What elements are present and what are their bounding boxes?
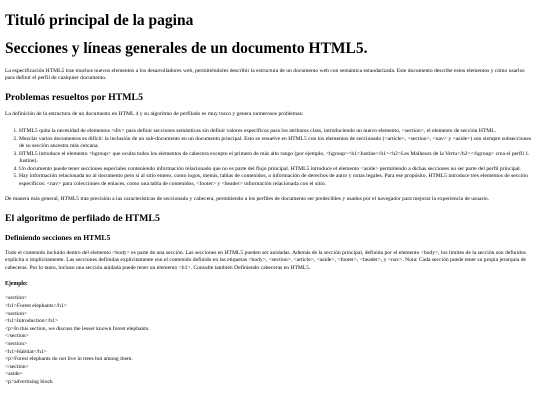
closing-paragraph: De manera más general, HTML5 trae precisión a las características de seccionado y cabecera, permitiendo a los perfiles de documento ser predecibles y usados por el navegador para mejorar la experiencia de usuario. [5,196,490,203]
subsection-heading-defining: Definiendo secciones en HTML5 [5,232,111,242]
code-line: </section> [5,333,29,340]
code-line: <section> [5,295,28,302]
code-line: <p>In this section, we discuss the lesser known forest elephants. [5,325,150,332]
section-lead-paragraph: La definición de la estructura de un documento en HTML 4 y su algoritmo de perfilado es muy tosco y genera numerosos problemas: [5,111,304,118]
document-title: Secciones y líneas generales de un documento HTML5. [5,39,368,57]
list-item: 3. HTML5 introduce el elemento <hgroup> que oculta todos los elementos de cabecera excepto el primero de más alto rango (por ejemplo, <hgroup><h1>Justine</h1><h2>Les Malheurs de la Vertu</h2></hgroup> crea el perfil 1. Justine). [19,151,535,166]
page-title: Tituló principal de la pagina [5,12,194,29]
code-line: <h1>Habitat</h1> [5,348,47,355]
code-line: <section> [5,341,28,347]
intro-paragraph: La especificación HTML5 trae muchos nuevos elementos a los desarrolladores web, permitiéndoles describir la estructura de un documento web con semántica estandarizada. Este documento describe estos elementos y cómo usarlos para definir el perfil de cualquier documento. [5,67,525,82]
example-label: Ejemplo: [5,281,28,288]
code-line: <h1>Forest elephants</h1> [5,303,67,310]
list-item: 4. Un documento puede tener secciones especiales conteniendo información relacionado que no es parte del flujo principal. HTML5 introduce el elemento <aside> permitiendo a dichas secciones no ser parte del perfil principal. [19,166,535,174]
list-item: 1. HTML5 quita la necesidad de elementos <div> para definir secciones semánticas sin definir valores específicos para los atributos class, introduciendo un nuevo elemento, <section>, el elemento de sección HTML. [19,128,535,136]
section-heading-problems: Problemas resueltos por HTML5 [5,91,143,103]
code-line: <section> [5,310,28,317]
code-example [5,295,535,386]
section-heading-algorithm: El algoritmo de perfilado de HTML5 [5,212,160,224]
code-line: <p>Forest elephants do not live in trees but among them. [5,356,133,363]
list-item: 2. Mezclar varios documentos es difícil: la inclusión de un sub-documento en un documento principal. Esto se resuelve en HTML5 con los elementos de seccionado (<article>, <section>, <nav> y <aside>) son siempre subsecciones de su sección ancestra más cercana. [19,136,535,151]
defining-paragraph: Todo el contenido incluido dentro del elemento <body> es parte de una sección. Las secciones en HTML5 pueden ser anidadas. Además de la sección principal, definida por el elemento <body>, los límites de la sección son definidos explícita o implícitamente. Las secciones definidas explícitamente son el contenido definido en las etiquetas <body>, <section>, <article>, <aside>, <footer>, <header>, y <nav>. Nota: Cada sección puede tener su propia jerarquía de cabeceras. Por lo tanto, incluso una sección anidada puede tener un elemento <h1>. Consulte también Definiendo cabeceras en HTML5. [5,249,527,271]
list-item: 5. Hay información relacionada no al documento pero sí al sitio entero, como logos, menús, tablas de contenidos, o información de derechos de autor y notas legales. Para ese propósito, HTML5 introduce tres elementos de sección específicos: <nav> para colecciones de enlaces, como una tabla de contenidos, <footer> y <header> información relacionada con el sitio. [19,173,535,188]
code-line: </section> [5,363,29,370]
problems-list [5,128,535,188]
code-line: <aside> [5,371,23,378]
code-line: <p>advertising block [5,378,53,385]
code-line: <h1>Introduction</h1> [5,318,59,325]
